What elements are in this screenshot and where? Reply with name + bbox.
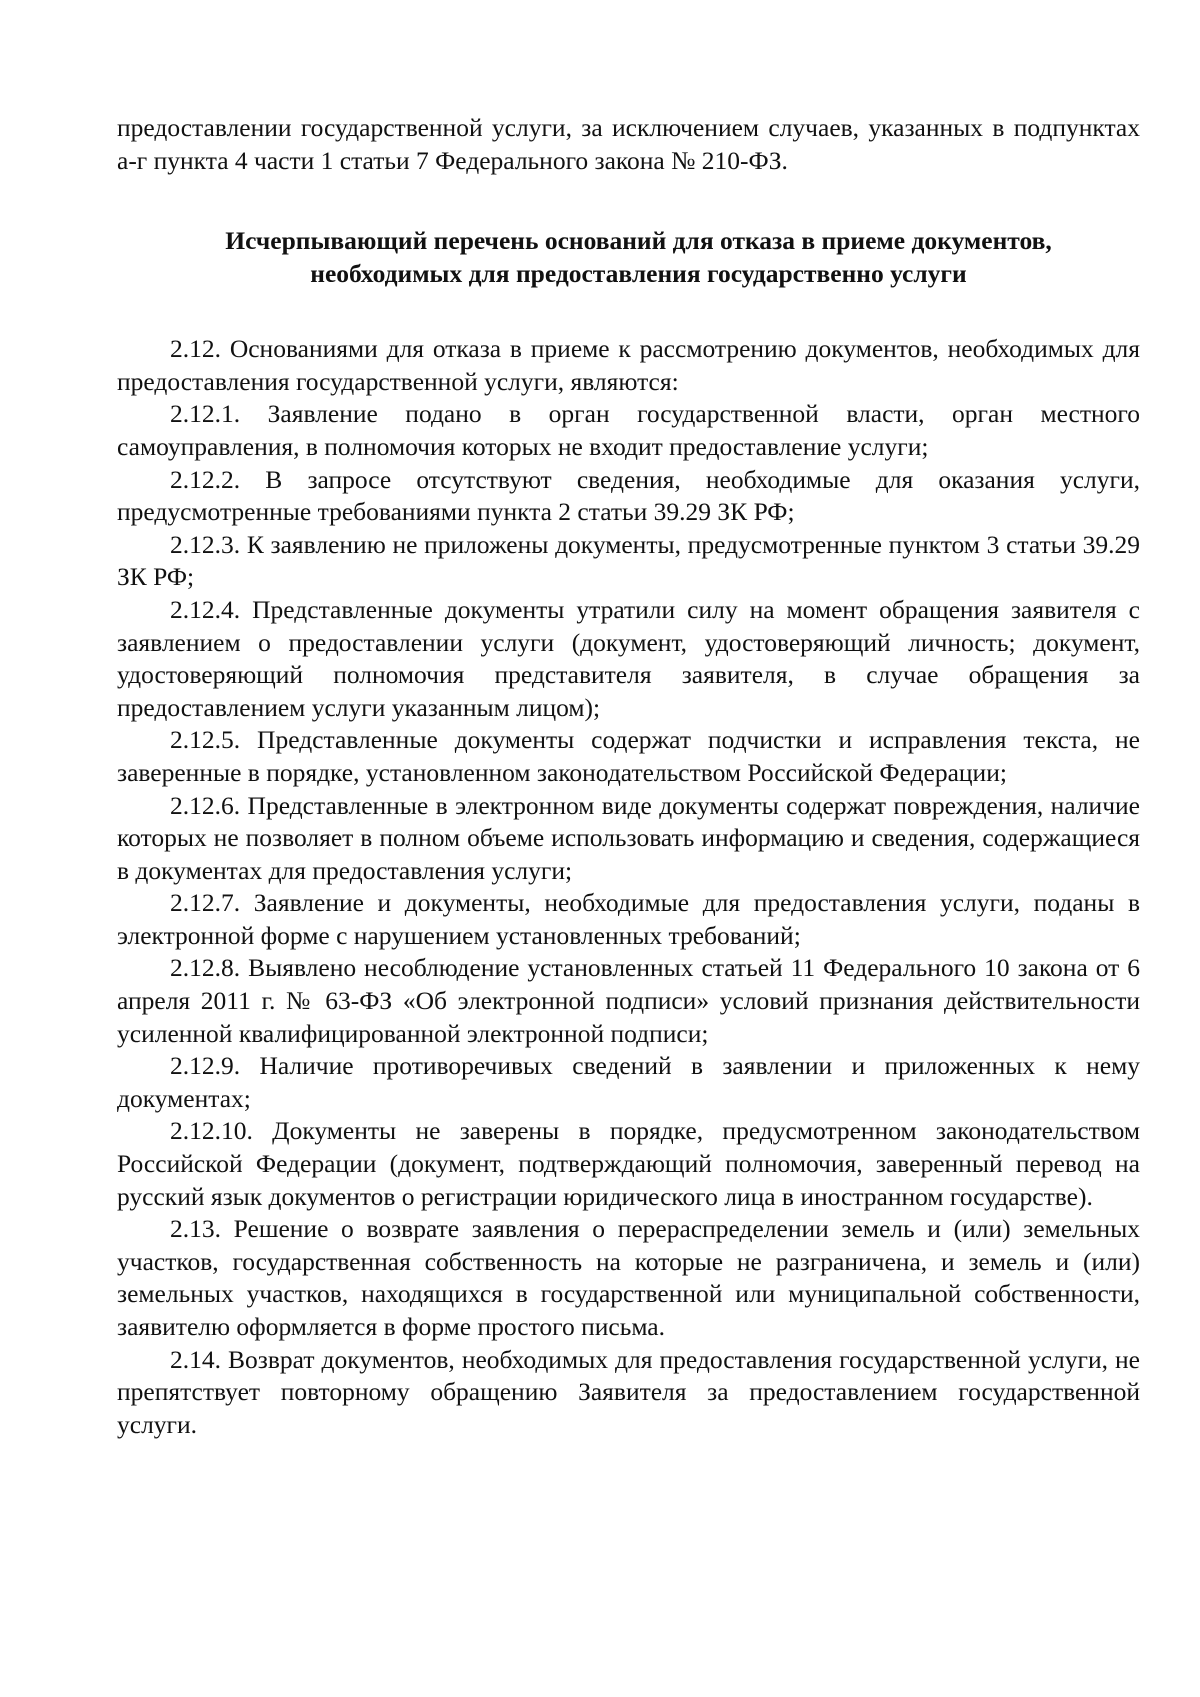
paragraph-2-12-1: 2.12.1. Заявление подано в орган государственной власти, орган местного самоуправления, в полномочия которых не входит предоставление услуги; [117,399,1140,461]
section-heading [117,224,1140,290]
paragraph-2-12-3: 2.12.3. К заявлению не приложены документы, предусмотренные пунктом 3 статьи 39.29 ЗК РФ; [117,529,1140,592]
paragraph-2-12-9: 2.12.9. Наличие противоречивых сведений в заявлении и приложенных к нему документах; [117,1051,1140,1113]
paragraph-2-12-5: 2.12.5. Представленные документы содержат подчистки и исправления текста, не заверенные в порядке, установленном законодательством Российской Федерации; [117,725,1140,787]
paragraph-2-12-4: 2.12.4. Представленные документы утратили силу на момент обращения заявителя с заявлением о предоставлении услуги (документ, удостоверяющий личность; документ, удостоверяющий полномочия представителя заявителя, в случае обращения за предоставлением услуги указанным лицом); [117,594,1140,722]
paragraph-2-12: 2.12. Основаниями для отказа в приеме к рассмотрению документов, необходимых для предоставления государственной услуги, являются: [117,334,1140,396]
section-heading-line-1: Исчерпывающий перечень оснований для отказа в приеме документов, [225,226,1052,256]
paragraph-2-12-7: 2.12.7. Заявление и документы, необходимые для предоставления услуги, поданы в электронной форме с нарушением установленных требований; [117,888,1140,950]
paragraph-2-12-2: 2.12.2. В запросе отсутствуют сведения, необходимые для оказания услуги, предусмотренные требованиями пункта 2 статьи 39.29 ЗК РФ; [117,464,1140,527]
intro-paragraph: предоставлении государственной услуги, за исключением случаев, указанных в подпунктах а-г пункта 4 части 1 статьи 7 Федерального закона № 210-ФЗ. [117,113,1140,175]
paragraph-2-12-10: 2.12.10. Документы не заверены в порядке, предусмотренном законодательством Российской Федерации (документ, подтверждающий полномочия, заверенный перевод на русский язык документов о регистрации юридического лица в иностранном государстве). [117,1116,1140,1211]
paragraph-2-14: 2.14. Возврат документов, необходимых для предоставления государственной услуги, не препятствует повторному обращению Заявителя за предоставлением государственной услуги. [117,1344,1140,1439]
paragraph-2-12-6: 2.12.6. Представленные в электронном виде документы содержат повреждения, наличие которых не позволяет в полном объеме использовать информацию и сведения, содержащиеся в документах для предоставления услуги; [117,790,1140,885]
paragraph-2-12-8: 2.12.8. Выявлено несоблюдение установленных статьей 11 Федерального 10 закона от 6 апреля 2011 г. № 63-ФЗ «Об электронной подписи» условий признания действительности усиленной квалифицированной электронной подписи; [117,953,1140,1048]
document-page [117,112,1140,1441]
paragraph-2-13: 2.13. Решение о возврате заявления о перераспределении земель и (или) земельных участков, государственная собственность на которые не разграничена, и земель и (или) земельных участков, находящихся в государственной или муниципальной собственности, заявителю оформляется в форме простого письма. [117,1214,1140,1341]
section-heading-line-2: необходимых для предоставления государственно услуги [310,259,967,289]
